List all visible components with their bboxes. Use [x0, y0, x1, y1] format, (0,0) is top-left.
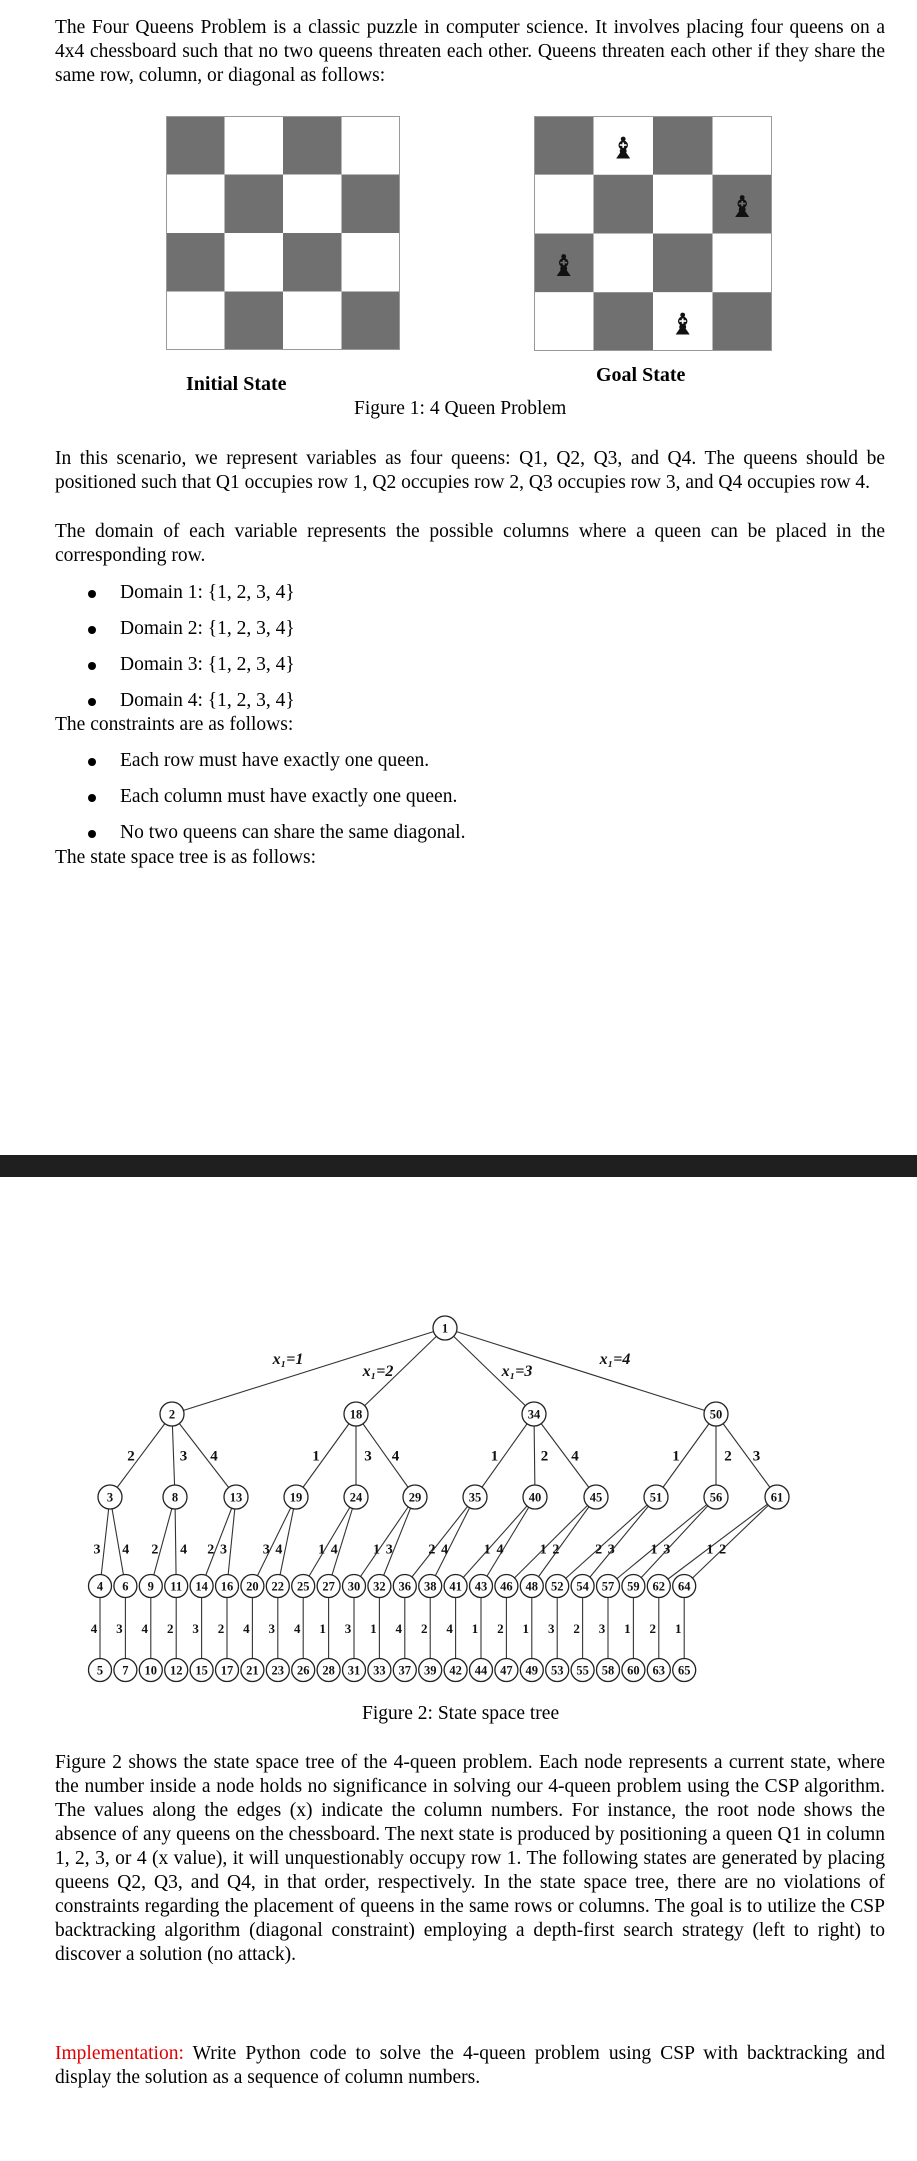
figure1-caption: Figure 1: 4 Queen Problem — [354, 398, 567, 419]
svg-text:25: 25 — [296, 1579, 310, 1594]
level4-edge-label: 2 — [573, 1621, 580, 1636]
svg-text:49: 49 — [525, 1663, 539, 1678]
level4-edge-label: 4 — [293, 1621, 301, 1636]
level2-edge-label: 2 — [540, 1448, 549, 1465]
tree-node — [190, 1659, 213, 1682]
svg-text:5: 5 — [96, 1663, 104, 1678]
svg-text:42: 42 — [449, 1663, 462, 1678]
tree-intro: The state space tree is as follows: — [55, 847, 316, 868]
svg-text:11: 11 — [170, 1579, 183, 1594]
board-square — [713, 234, 773, 293]
svg-text:14: 14 — [195, 1579, 208, 1594]
board-square — [225, 292, 284, 351]
svg-text:29: 29 — [408, 1490, 422, 1505]
tree-node — [284, 1485, 308, 1509]
svg-text:3: 3 — [106, 1490, 114, 1505]
board-square — [225, 116, 284, 175]
tree-node — [343, 1659, 366, 1682]
svg-text:22: 22 — [271, 1579, 285, 1594]
level4-edge-label: 3 — [268, 1621, 276, 1636]
implementation-text: Write Python code to solve the 4-queen problem using CSP with backtracking and display the solution as a sequence of column numbers. — [55, 2043, 885, 2088]
board-square — [713, 116, 773, 175]
svg-text:51: 51 — [649, 1490, 663, 1505]
queen-icon: ♝ — [550, 249, 578, 283]
tree-node — [190, 1575, 213, 1598]
svg-text:57: 57 — [601, 1579, 615, 1594]
level3-edge-label: 2 — [719, 1542, 727, 1558]
level4-edge-label: 2 — [649, 1621, 657, 1636]
board-square — [342, 116, 401, 175]
implementation-paragraph — [55, 2042, 885, 2090]
tree-node — [523, 1485, 547, 1509]
board-square — [283, 292, 342, 351]
tree-node — [444, 1575, 467, 1598]
level3-edge-label: 4 — [180, 1542, 188, 1558]
svg-text:55: 55 — [576, 1663, 589, 1678]
level3-edge-label: 2 — [552, 1542, 560, 1558]
tree-node — [266, 1575, 289, 1598]
tree-node — [344, 1402, 368, 1426]
level4-edge-label: 2 — [420, 1621, 428, 1636]
tree-node — [622, 1659, 645, 1682]
goal-state-label: Goal State — [596, 364, 686, 386]
board-square — [594, 292, 654, 351]
level3-edge-label: 4 — [330, 1542, 338, 1558]
svg-text:59: 59 — [627, 1579, 640, 1594]
explanation-paragraph: Figure 2 shows the state space tree of the 4-queen problem. Each node represents a current state, where the number inside a node holds no significance in solving our 4-queen problem using the CSP algorithm. The values along the edges (x) indicate the column numbers. For instance, the root node shows the absence of any queens on the chessboard. The next state is produced by positioning a queen Q1 in column 1, 2, 3, or 4 (x value), it will unquestionably occupy row 1. The following states are generated by placing queens Q2, Q3, and Q4, in that order, respectively. In the state space tree, there are no violations of constraints regarding the placement of queens in the same rows or columns. The goal is to utilize the CSP backtracking algorithm (diagonal constraint) employing a depth-first search strategy (left to right) to discover a solution (no attack). — [55, 1752, 885, 1965]
level4-edge-label: 2 — [497, 1621, 504, 1636]
level3-edge-label: 2 — [595, 1542, 603, 1558]
board-square — [534, 292, 594, 351]
tree-node — [98, 1485, 122, 1509]
tree-node — [571, 1575, 594, 1598]
level4-edge-label: 4 — [395, 1621, 403, 1636]
level4-edge-label: 1 — [522, 1621, 530, 1636]
svg-text:60: 60 — [627, 1663, 640, 1678]
board-square — [653, 116, 713, 175]
constraints-intro: The constraints are as follows: — [55, 714, 294, 735]
tree-node — [139, 1575, 162, 1598]
tree-node — [673, 1575, 696, 1598]
svg-text:6: 6 — [122, 1579, 129, 1594]
board-square — [283, 233, 342, 292]
tree-node — [368, 1659, 391, 1682]
tree-node — [393, 1575, 416, 1598]
svg-text:15: 15 — [195, 1663, 208, 1678]
tree-node — [584, 1485, 608, 1509]
page-separator-band — [0, 1155, 917, 1177]
level4-edge-label: 4 — [243, 1621, 250, 1636]
board-square — [534, 116, 594, 175]
svg-text:23: 23 — [271, 1663, 285, 1678]
level3-edge-label: 1 — [483, 1542, 491, 1558]
board-square — [283, 175, 342, 234]
svg-text:31: 31 — [347, 1663, 361, 1678]
svg-text:39: 39 — [423, 1663, 437, 1678]
tree-node — [704, 1485, 728, 1509]
tree-node — [114, 1659, 137, 1682]
level3-edge-label: 1 — [318, 1542, 326, 1558]
svg-text:44: 44 — [474, 1663, 488, 1678]
level4-edge-label: 1 — [624, 1621, 631, 1636]
svg-text:50: 50 — [709, 1407, 723, 1422]
board-square — [166, 233, 225, 292]
svg-text:53: 53 — [550, 1663, 564, 1678]
state-space-tree — [0, 1300, 917, 1700]
level3-edge-label: 4 — [496, 1542, 504, 1558]
tree-node — [393, 1659, 416, 1682]
tree-node — [647, 1575, 670, 1598]
queen-icon: ♝ — [669, 308, 697, 342]
tree-node — [216, 1575, 239, 1598]
level4-edge-label: 4 — [90, 1621, 98, 1636]
tree-node — [444, 1659, 467, 1682]
svg-text:62: 62 — [652, 1579, 666, 1594]
tree-node — [343, 1575, 366, 1598]
level3-edge-label: 3 — [262, 1542, 270, 1558]
tree-node — [522, 1402, 546, 1426]
svg-text:21: 21 — [246, 1663, 259, 1678]
svg-text:28: 28 — [322, 1663, 335, 1678]
board-square — [166, 116, 225, 175]
tree-node — [647, 1659, 670, 1682]
svg-text:33: 33 — [373, 1663, 386, 1678]
level3-edge-label: 1 — [650, 1542, 658, 1558]
svg-text:7: 7 — [122, 1663, 129, 1678]
level4-edge-label: 1 — [319, 1621, 326, 1636]
svg-text:19: 19 — [289, 1490, 303, 1505]
x1-edge-label: x₁=4 — [599, 1351, 631, 1368]
level3-edge-label: 3 — [220, 1542, 227, 1558]
tree-node — [344, 1485, 368, 1509]
svg-text:47: 47 — [500, 1663, 513, 1678]
svg-text:40: 40 — [528, 1490, 542, 1505]
level4-edge-label: 3 — [116, 1621, 123, 1636]
queen-icon: ♝ — [609, 132, 637, 166]
level4-edge-label: 4 — [446, 1621, 453, 1636]
tree-node — [704, 1402, 728, 1426]
level3-edge-label: 1 — [706, 1542, 714, 1558]
level4-edge-label: 1 — [370, 1621, 377, 1636]
level3-edge-label: 3 — [385, 1542, 393, 1558]
tree-node — [463, 1485, 487, 1509]
level3-edge-label: 3 — [93, 1542, 101, 1558]
tree-node — [597, 1575, 620, 1598]
board-square — [653, 234, 713, 293]
board-square — [342, 175, 401, 234]
level2-edge-label: 2 — [127, 1448, 135, 1465]
level3-edge-label: 1 — [373, 1542, 380, 1558]
tree-node — [368, 1575, 391, 1598]
svg-text:4: 4 — [96, 1579, 104, 1594]
tree-node — [224, 1485, 248, 1509]
level2-edge-label: 4 — [391, 1448, 400, 1465]
svg-text:34: 34 — [527, 1407, 541, 1422]
svg-text:8: 8 — [171, 1490, 179, 1505]
board-square — [594, 234, 654, 293]
tree-node — [216, 1659, 239, 1682]
level4-edge-label: 3 — [192, 1621, 199, 1636]
tree-node — [419, 1575, 442, 1598]
board-square — [534, 175, 594, 234]
svg-text:58: 58 — [601, 1663, 615, 1678]
level2-edge-label: 1 — [490, 1448, 499, 1465]
svg-text:1: 1 — [441, 1321, 449, 1336]
svg-text:37: 37 — [398, 1663, 412, 1678]
svg-text:32: 32 — [373, 1579, 386, 1594]
tree-node — [139, 1659, 162, 1682]
svg-text:17: 17 — [220, 1663, 234, 1678]
tree-node — [403, 1485, 427, 1509]
tree-node — [470, 1659, 493, 1682]
svg-text:10: 10 — [144, 1663, 158, 1678]
tree-node — [266, 1659, 289, 1682]
level4-edge-label: 2 — [166, 1621, 174, 1636]
tree-node — [520, 1659, 543, 1682]
svg-text:41: 41 — [449, 1579, 462, 1594]
tree-node — [495, 1575, 518, 1598]
board-square — [166, 292, 225, 351]
svg-text:27: 27 — [322, 1579, 335, 1594]
goal-state-board — [534, 116, 772, 351]
level3-edge-label: 2 — [428, 1542, 436, 1558]
level4-edge-label: 3 — [547, 1621, 555, 1636]
tree-node — [495, 1659, 518, 1682]
level3-edge-label: 2 — [207, 1542, 215, 1558]
tree-node — [597, 1659, 620, 1682]
queen-icon: ♝ — [728, 191, 756, 225]
level3-edge-label: 4 — [441, 1542, 449, 1558]
tree-node — [292, 1659, 315, 1682]
tree-node — [241, 1659, 264, 1682]
svg-text:65: 65 — [677, 1663, 691, 1678]
board-square — [225, 233, 284, 292]
board-square — [342, 233, 401, 292]
svg-text:45: 45 — [589, 1490, 603, 1505]
svg-text:18: 18 — [349, 1407, 363, 1422]
svg-text:64: 64 — [677, 1579, 691, 1594]
tree-node — [644, 1485, 668, 1509]
tree-node — [546, 1659, 569, 1682]
implementation-label: Implementation: — [55, 2043, 184, 2064]
level3-edge-label: 1 — [539, 1542, 547, 1558]
level4-edge-label: 1 — [471, 1621, 479, 1636]
level3-edge-label: 4 — [122, 1542, 130, 1558]
level3-edge-label: 3 — [607, 1542, 615, 1558]
initial-state-board — [166, 116, 400, 350]
tree-node — [433, 1316, 457, 1340]
tree-node — [546, 1575, 569, 1598]
board-square — [283, 116, 342, 175]
tree-node — [114, 1575, 137, 1598]
svg-text:56: 56 — [709, 1490, 723, 1505]
svg-text:43: 43 — [474, 1579, 488, 1594]
board-square — [713, 292, 773, 351]
x1-edge-label: x₁=3 — [501, 1363, 533, 1380]
svg-text:35: 35 — [468, 1490, 482, 1505]
initial-state-label: Initial State — [186, 373, 287, 395]
level2-edge-label: 4 — [210, 1448, 218, 1465]
board-square — [594, 175, 654, 234]
tree-node — [160, 1402, 184, 1426]
tree-node — [571, 1659, 594, 1682]
tree-node — [241, 1575, 264, 1598]
tree-node — [470, 1575, 493, 1598]
tree-node — [89, 1659, 112, 1682]
svg-text:2: 2 — [168, 1407, 176, 1422]
tree-node — [419, 1659, 442, 1682]
svg-text:20: 20 — [246, 1579, 259, 1594]
board-square — [342, 292, 401, 351]
tree-node — [89, 1575, 112, 1598]
svg-text:9: 9 — [147, 1579, 154, 1594]
board-square — [166, 175, 225, 234]
level3-edge-label: 4 — [275, 1542, 283, 1558]
level4-edge-label: 3 — [344, 1621, 352, 1636]
scenario-paragraph: In this scenario, we represent variables as four queens: Q1, Q2, Q3, and Q4. The queens should be positioned such that Q1 occupies row 1, Q2 occupies row 2, Q3 occupies row 3, and Q4 occupies row 4. — [55, 448, 885, 493]
level2-edge-label: 3 — [179, 1448, 188, 1465]
svg-text:24: 24 — [349, 1490, 363, 1505]
level2-edge-label: 1 — [672, 1448, 680, 1465]
level4-edge-label: 2 — [217, 1621, 225, 1636]
svg-text:13: 13 — [229, 1490, 243, 1505]
tree-node — [765, 1485, 789, 1509]
svg-text:38: 38 — [423, 1579, 437, 1594]
level2-edge-label: 2 — [724, 1448, 732, 1465]
svg-text:12: 12 — [169, 1663, 183, 1678]
level2-edge-label: 3 — [752, 1448, 761, 1465]
level2-edge-label: 4 — [571, 1448, 579, 1465]
svg-text:16: 16 — [220, 1579, 234, 1594]
svg-text:46: 46 — [500, 1579, 513, 1594]
level3-edge-label: 3 — [663, 1542, 671, 1558]
x1-edge-label: x₁=2 — [362, 1363, 394, 1380]
svg-text:61: 61 — [770, 1490, 784, 1505]
intro-paragraph: The Four Queens Problem is a classic puzzle in computer science. It involves placing four queens on a 4x4 chessboard such that no two queens threaten each other. Queens threaten each other if they share the same row, column, or diagonal as follows: — [55, 17, 885, 86]
tree-node — [520, 1575, 543, 1598]
level4-edge-label: 3 — [598, 1621, 606, 1636]
tree-node — [163, 1485, 187, 1509]
board-square — [225, 175, 284, 234]
level4-edge-label: 1 — [674, 1621, 682, 1636]
domain-intro: The domain of each variable represents the possible columns where a queen can be placed in the corresponding row. — [55, 521, 885, 566]
board-square — [653, 175, 713, 234]
svg-text:63: 63 — [652, 1663, 666, 1678]
svg-text:52: 52 — [550, 1579, 564, 1594]
level2-edge-label: 3 — [364, 1448, 372, 1465]
svg-text:30: 30 — [347, 1579, 361, 1594]
tree-node — [165, 1575, 188, 1598]
level3-edge-label: 2 — [151, 1542, 159, 1558]
tree-node — [165, 1659, 188, 1682]
svg-text:54: 54 — [576, 1579, 589, 1594]
level2-edge-label: 1 — [312, 1448, 320, 1465]
svg-text:26: 26 — [296, 1663, 310, 1678]
x1-edge-label: x₁=1 — [272, 1351, 304, 1368]
svg-text:36: 36 — [398, 1579, 412, 1594]
level4-edge-label: 4 — [141, 1621, 149, 1636]
figure2-caption: Figure 2: State space tree — [362, 1703, 560, 1724]
svg-text:48: 48 — [525, 1579, 539, 1594]
tree-node — [292, 1575, 315, 1598]
tree-node — [317, 1575, 340, 1598]
tree-node — [622, 1575, 645, 1598]
tree-node — [673, 1659, 696, 1682]
tree-node — [317, 1659, 340, 1682]
